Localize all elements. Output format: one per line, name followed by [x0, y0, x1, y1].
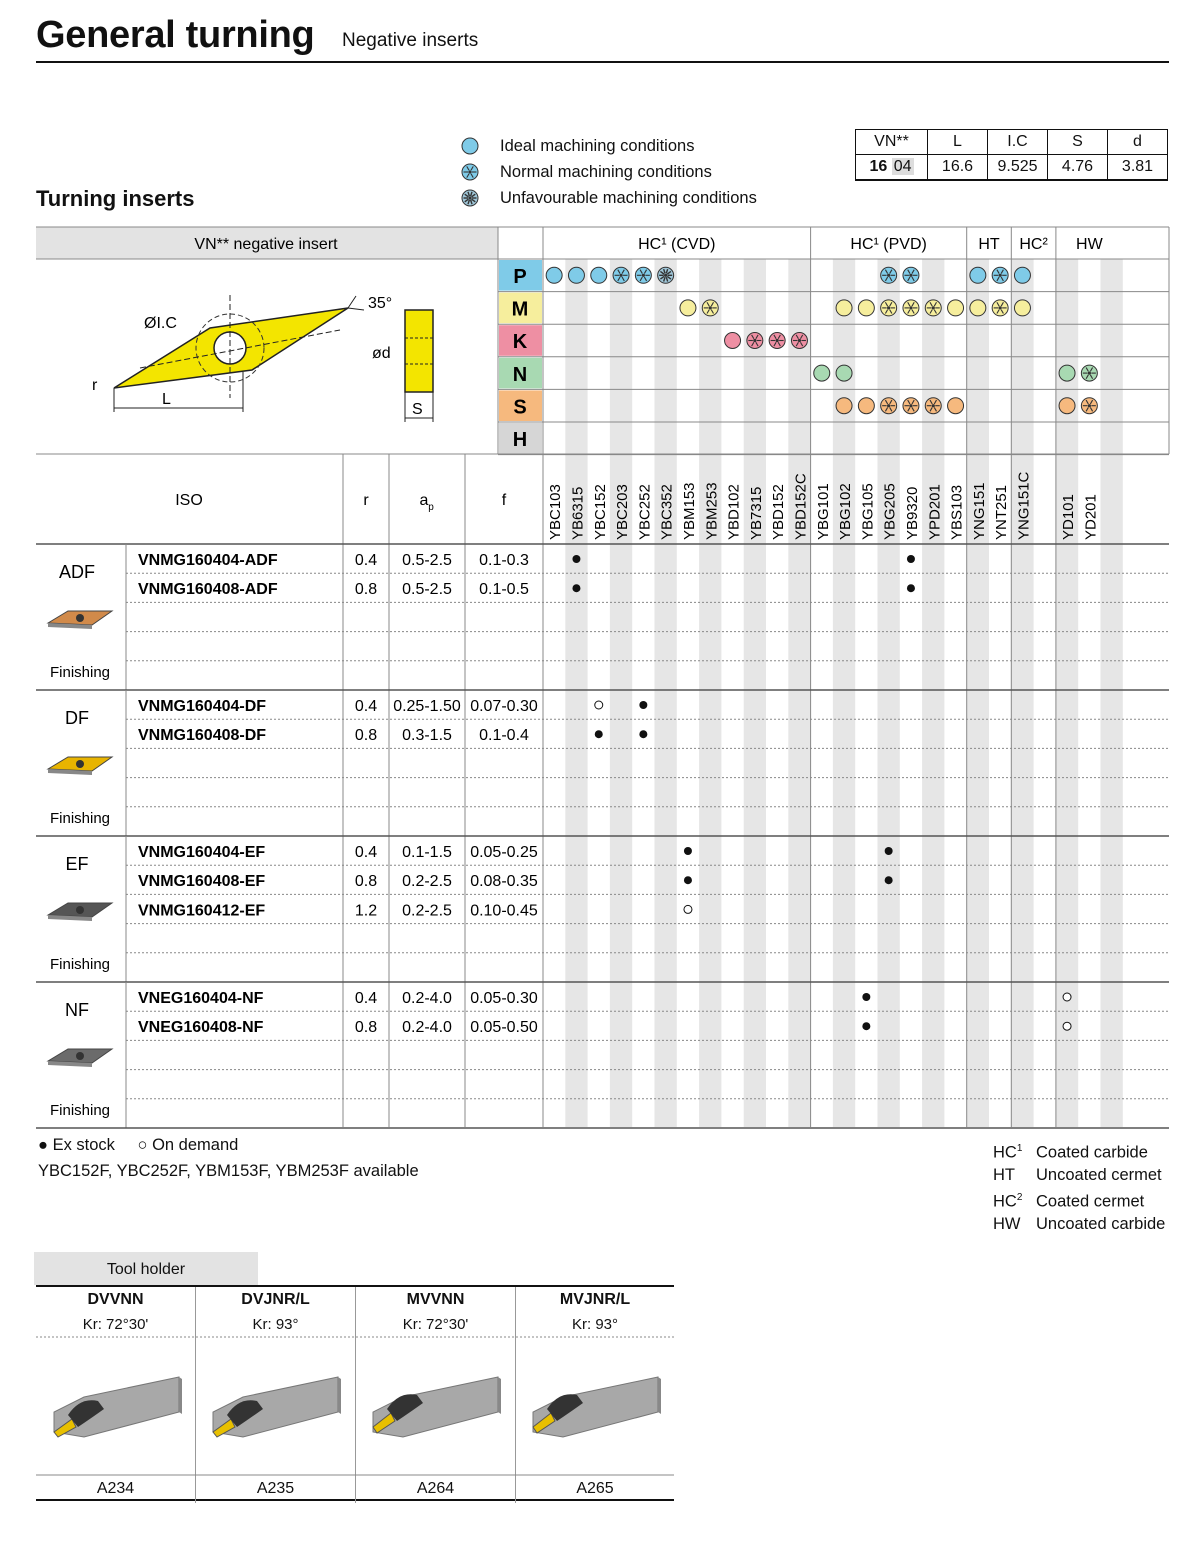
ideal-circle-icon — [1059, 398, 1075, 414]
f-column-header: f — [501, 492, 507, 509]
grade-label: YBC352 — [658, 484, 676, 540]
legend-label: Unfavourable machining conditions — [500, 188, 757, 207]
r-column-header: r — [363, 492, 369, 509]
normal-star-circle-icon — [925, 300, 941, 316]
insert-thumbnail-hole — [76, 614, 84, 622]
holder-kr: Kr: 72°30' — [402, 1316, 469, 1333]
ap-column-header: a — [419, 492, 429, 509]
stock-dot-icon — [684, 847, 692, 855]
chipbreaker-use: Finishing — [49, 1102, 111, 1119]
ap-value: 0.2-4.0 — [402, 1019, 452, 1037]
dim-value: 9.525 — [988, 155, 1048, 180]
tool-holder-table — [36, 1285, 674, 1501]
grade-label: YBC252 — [636, 484, 654, 540]
dim-header: L — [928, 130, 988, 155]
holder-kr: Kr: 72°30' — [82, 1316, 149, 1333]
ideal-circle-icon — [591, 267, 607, 283]
holder-kr: Kr: 93° — [571, 1316, 619, 1333]
holder-end-shape — [179, 1377, 182, 1414]
dim-header: d — [1108, 130, 1168, 155]
grade-label: YD201 — [1082, 494, 1100, 540]
abbreviation-legend — [993, 1138, 1165, 1235]
grade-label: YBC103 — [547, 484, 565, 540]
normal-star-circle-icon — [903, 398, 919, 414]
stock-dot-icon — [885, 876, 893, 884]
grade-label: YBG101 — [814, 483, 832, 540]
legend-label: Normal machining conditions — [500, 162, 712, 181]
dim-code-rest: 04 — [893, 157, 912, 175]
tool-holder-images — [36, 1287, 674, 1503]
normal-star-circle-icon — [613, 267, 629, 283]
r-value: 0.8 — [354, 581, 378, 599]
holder-end-shape — [338, 1377, 341, 1414]
dim-value: 3.81 — [1108, 155, 1168, 180]
iso-code: VNEG160408-NF — [138, 1019, 264, 1037]
drawing-label-d: ød — [372, 345, 391, 362]
chipbreaker-use: Finishing — [49, 810, 111, 827]
normal-star-circle-icon — [791, 333, 807, 349]
demand-circle-icon: ○ — [137, 1136, 148, 1154]
chipbreaker-name: EF — [65, 854, 89, 874]
iso-code: VNMG160412-EF — [138, 902, 266, 920]
normal-star-circle-icon — [635, 267, 651, 283]
chipbreaker-name: ADF — [59, 562, 95, 582]
grade-label: YPD201 — [926, 484, 944, 540]
stock-dot-icon — [639, 701, 647, 709]
iso-code: VNMG160408-ADF — [138, 581, 278, 599]
stock-dot-icon — [572, 555, 580, 563]
ap-subscript: p — [428, 502, 434, 513]
normal-star-circle-icon — [881, 398, 897, 414]
ideal-circle-icon — [836, 300, 852, 316]
holder-name: MVJNR/L — [559, 1291, 631, 1308]
chipbreaker-name: DF — [65, 708, 89, 728]
demand-circle-icon — [1063, 1022, 1071, 1030]
grade-label: YNG151 — [970, 482, 988, 540]
abbrev-row: $HC^2$ Coated cermet — [993, 1191, 1145, 1210]
insert-side-view — [405, 310, 433, 392]
iso-column-header: ISO — [175, 492, 203, 509]
ideal-circle-icon — [680, 300, 696, 316]
insert-header-label: VN** negative insert — [194, 236, 338, 253]
insert-drawing — [80, 280, 460, 430]
f-value: 0.10-0.45 — [470, 902, 538, 920]
grade-label: YBC203 — [614, 484, 632, 540]
ap-value: 0.2-2.5 — [402, 902, 452, 920]
normal-star-circle-icon — [992, 267, 1008, 283]
page-title: General turning — [36, 14, 315, 56]
ideal-circle-icon — [836, 398, 852, 414]
chipbreaker-name: NF — [65, 1000, 89, 1020]
grade-label: YBG102 — [837, 483, 855, 540]
stock-dot-icon: ● — [38, 1136, 48, 1154]
grade-label: YBD102 — [725, 484, 743, 540]
holder-page: A235 — [256, 1480, 295, 1497]
material-letter: H — [512, 429, 528, 451]
iso-code: VNMG160404-EF — [138, 844, 266, 861]
ap-value: 0.1-1.5 — [402, 844, 452, 861]
f-value: 0.07-0.30 — [470, 698, 538, 715]
holder-name: DVJNR/L — [241, 1291, 310, 1308]
f-value: 0.1-0.5 — [479, 581, 529, 599]
ideal-circle-icon — [814, 365, 830, 381]
stock-dot-icon — [684, 876, 692, 884]
ex-stock-label: Ex stock — [52, 1136, 115, 1154]
grade-label: YB7315 — [747, 486, 765, 540]
ideal-circle-icon — [1014, 300, 1030, 316]
normal-star-circle-icon — [1081, 398, 1097, 414]
stock-dot-icon — [885, 847, 893, 855]
r-value: 0.8 — [354, 727, 378, 745]
grade-label: YD101 — [1060, 494, 1078, 540]
r-value: 0.4 — [354, 698, 378, 715]
grade-label: YB6315 — [569, 486, 587, 540]
grade-label: YBC152 — [591, 484, 609, 540]
normal-star-circle-icon — [925, 398, 941, 414]
ideal-circle-icon — [1059, 365, 1075, 381]
f-value: 0.05-0.50 — [470, 1019, 538, 1037]
abbrev-row: HT Uncoated cermet — [993, 1166, 1162, 1184]
stock-dot-icon — [862, 1022, 870, 1030]
stock-dot-icon — [907, 555, 915, 563]
stock-dot-icon — [572, 584, 580, 592]
ap-value: 0.5-2.5 — [402, 552, 452, 569]
r-value: 0.4 — [354, 844, 378, 861]
normal-star-circle-icon — [702, 300, 718, 316]
drawing-label-ic: ØI.C — [144, 315, 177, 332]
iso-code: VNMG160404-ADF — [138, 552, 278, 569]
holder-kr: Kr: 93° — [252, 1316, 299, 1333]
available-note: YBC152F, YBC252F, YBM153F, YBM253F available — [38, 1162, 419, 1180]
grade-label: YBG105 — [859, 483, 877, 540]
grade-group-label: HC¹ (PVD) — [850, 236, 927, 253]
grade-label: YBD152 — [770, 484, 788, 540]
stock-dot-icon — [639, 730, 647, 738]
r-value: 0.4 — [354, 990, 378, 1007]
material-letter: S — [513, 396, 527, 419]
insert-thumbnail-hole — [76, 1052, 84, 1060]
section-title: Turning inserts — [36, 186, 195, 211]
r-value: 1.2 — [354, 902, 378, 920]
ideal-circle-icon — [568, 267, 584, 283]
ideal-circle-icon — [948, 398, 964, 414]
ideal-circle-icon — [970, 267, 986, 283]
on-demand-label: On demand — [152, 1136, 239, 1154]
r-value: 0.8 — [354, 873, 378, 891]
grade-group-label: HW — [1076, 236, 1103, 253]
normal-star-circle-icon — [881, 300, 897, 316]
ap-value: 0.2-2.5 — [402, 873, 452, 891]
demand-circle-icon — [684, 905, 692, 913]
f-value: 0.05-0.30 — [470, 990, 538, 1007]
chipbreaker-use: Finishing — [49, 664, 111, 681]
material-letter: P — [513, 266, 527, 288]
dim-header: VN** — [856, 130, 928, 155]
dim-header: S — [1048, 130, 1108, 155]
holder-page: A264 — [416, 1480, 455, 1497]
grade-label: YBS103 — [948, 484, 966, 540]
grade-label: YNG151C — [1015, 471, 1033, 540]
f-value: 0.08-0.35 — [470, 873, 538, 891]
normal-star-circle-icon — [769, 333, 785, 349]
holder-page: A234 — [96, 1480, 135, 1497]
ap-value: 0.25-1.50 — [393, 698, 461, 715]
normal-star-circle-icon — [881, 267, 897, 283]
drawing-label-s: S — [412, 401, 423, 418]
holder-end-shape — [498, 1377, 501, 1414]
grade-label: YNT251 — [993, 484, 1011, 540]
material-letter: M — [511, 298, 529, 321]
drawing-label-angle: 35° — [368, 295, 393, 312]
normal-star-circle-icon — [903, 267, 919, 283]
drawing-label-r: r — [92, 377, 98, 394]
holder-name: MVVNN — [406, 1291, 465, 1308]
demand-circle-icon — [595, 701, 603, 709]
ideal-circle-icon — [836, 365, 852, 381]
ideal-circle-icon — [725, 333, 741, 349]
footnote-stock — [38, 1136, 238, 1155]
f-value: 0.1-0.3 — [479, 552, 529, 569]
ideal-circle-icon — [858, 300, 874, 316]
ideal-circle-icon — [970, 300, 986, 316]
stock-dot-icon — [862, 993, 870, 1001]
grade-group-label: HC¹ (CVD) — [638, 236, 716, 253]
iso-code: VNEG160404-NF — [138, 990, 264, 1007]
ideal-circle-icon — [858, 398, 874, 414]
ap-value: 0.2-4.0 — [402, 990, 452, 1007]
ideal-circle-icon — [546, 267, 562, 283]
ideal-circle-icon — [1014, 267, 1030, 283]
holder-name: DVVNN — [87, 1291, 144, 1308]
material-letter: K — [512, 331, 528, 354]
iso-code: VNMG160408-EF — [138, 873, 266, 891]
chipbreaker-use: Finishing — [49, 956, 111, 973]
grade-label: YB9320 — [903, 486, 921, 540]
normal-star-circle-icon — [1081, 365, 1097, 381]
f-value: 0.05-0.25 — [470, 844, 538, 861]
iso-code: VNMG160404-DF — [138, 698, 267, 715]
demand-circle-icon — [1063, 993, 1071, 1001]
stock-dot-icon — [907, 584, 915, 592]
page-subtitle: Negative inserts — [342, 30, 479, 51]
normal-star-circle-icon — [903, 300, 919, 316]
legend-label: Ideal machining conditions — [500, 136, 695, 155]
insert-thumbnail-hole — [76, 760, 84, 768]
r-value: 0.4 — [354, 552, 378, 569]
dim-header: I.C — [988, 130, 1048, 155]
normal-star-circle-icon — [747, 333, 763, 349]
ideal-circle-icon — [948, 300, 964, 316]
grade-label: YBG205 — [881, 483, 899, 540]
grade-group-label: HC² — [1019, 236, 1048, 253]
insert-thumbnail-hole — [76, 906, 84, 914]
dim-value: 4.76 — [1048, 155, 1108, 180]
grade-label: YBM153 — [680, 482, 698, 540]
grade-label: YBD152C — [792, 473, 810, 540]
dim-code-bold: 16 — [869, 157, 888, 175]
abbrev-row: $HC^1$ Coated carbide — [993, 1143, 1148, 1162]
abbrev-row: HW Uncoated carbide — [993, 1214, 1166, 1233]
normal-star-circle-icon — [992, 300, 1008, 316]
holder-end-shape — [658, 1377, 661, 1414]
unfavourable-star-icon — [658, 267, 674, 283]
iso-code: VNMG160408-DF — [138, 727, 267, 745]
holder-page: A265 — [576, 1480, 614, 1497]
ap-value: 0.3-1.5 — [402, 727, 452, 745]
f-value: 0.1-0.4 — [479, 727, 529, 745]
r-value: 0.8 — [354, 1019, 378, 1037]
stock-dot-icon — [595, 730, 603, 738]
dim-value: 16.6 — [928, 155, 988, 180]
tool-holder-header: Tool holder — [34, 1252, 258, 1285]
material-letter: N — [512, 363, 528, 386]
ap-value: 0.5-2.5 — [402, 581, 452, 599]
grade-label: YBM253 — [703, 482, 721, 540]
grade-group-label: HT — [978, 236, 1000, 253]
drawing-label-l: L — [162, 391, 171, 408]
